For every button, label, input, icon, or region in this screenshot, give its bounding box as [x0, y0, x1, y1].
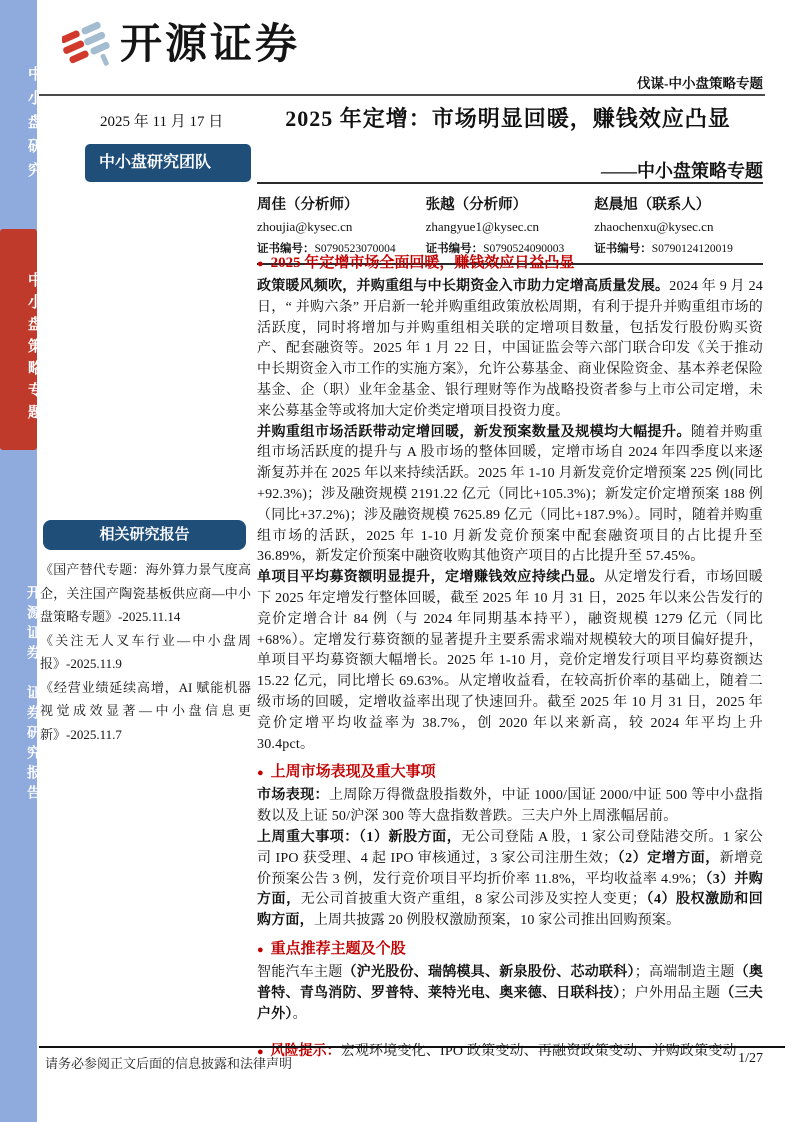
bullet-icon: ●	[257, 258, 264, 270]
analyst-email: zhoujia@kysec.cn	[257, 219, 353, 234]
section-heading-text: 重点推荐主题及个股	[270, 940, 406, 957]
report-body	[257, 246, 763, 1065]
risk-label: 风险提示：	[270, 1044, 341, 1060]
series-label: 伐谋-中小盘策略专题	[637, 76, 763, 91]
cert-number: S0790523070004	[314, 243, 396, 255]
footer-rule	[39, 1046, 785, 1048]
team-badge: 中小盘研究团队	[85, 144, 251, 182]
analyst-name: 周佳（分析师）	[257, 197, 359, 213]
footer-disclaimer: 请务必参阅正文后面的信息披露和法律声明	[45, 1056, 293, 1071]
bullet-icon: ●	[257, 943, 264, 956]
analyst-name: 赵晨旭（联系人）	[594, 197, 711, 213]
related-reports-list	[40, 558, 251, 746]
paragraph: 政策暖风频吹，并购重组与中长期资金入市助力定增高质量发展。2024 年 9 月 24 日，“ 并购六条” 开启新一轮并购重组政策放松周期，有利于提升并购重组市场的活跃度，同时将增加与并购重组相关联的定增项目数量，包括发行股份购买资产、配套融资等。2025 年 1 月 22 日，中国证监会等六部门联合印发《关于推动中长期资金入市工作的实施方案》，允许公募基金、商业保险资金、基本养老保险基金、企（职）业年金基金、银行理财等作为战略投资者参与上市公司定增，未来公募基金等或将加大定价类定增项目投资力度。	[257, 279, 763, 419]
rail-top-label: 中小盘研究	[26, 66, 43, 186]
header-rule	[39, 94, 765, 96]
paragraph: 智能汽车主题（沪光股份、瑞鹄模具、新泉股份、芯动联科）；高端制造主题（奥普特、青鸟消防、罗普特、莱特光电、奥来德、日联科技）；户外用品主题（三夫户外）。	[257, 964, 764, 1022]
section-heading-text: 2025 年定增市场全面回暖，赚钱效应日益凸显	[270, 255, 575, 271]
section-heading-3	[257, 937, 763, 963]
page-number: 1/27	[738, 1051, 763, 1066]
section-heading-text: 上周市场表现及重大事项	[270, 764, 436, 781]
cert-label: 证书编号：	[425, 243, 484, 255]
cert-number: S0790524090003	[483, 243, 565, 255]
cert-label: 证书编号：	[594, 243, 652, 255]
risk-text: 宏观环境变化、IPO 政策变动、再融资政策变动、并购政策变动	[340, 1044, 737, 1060]
related-reports-header: 相关研究报告	[43, 520, 246, 550]
bullet-icon: ●	[257, 1046, 264, 1059]
analyst-email: zhangyue1@kysec.cn	[425, 219, 540, 234]
brand-logo	[62, 16, 300, 72]
report-link[interactable]: 《关注无人叉车行业—中小盘周报》-2025.11.9	[40, 632, 251, 671]
rail-red-label: 中小盘策略专题	[26, 272, 43, 426]
left-rail	[0, 0, 43, 1122]
report-link[interactable]: 《国产替代专题：海外算力景气度高企，关注国产陶瓷基板供应商—中小盘策略专题》-2025.11.14	[40, 562, 251, 624]
kaiyuan-logo-icon	[62, 16, 110, 72]
report-link[interactable]: 《经营业绩延续高增，AI 赋能机器视觉成效显著—中小盘信息更新》-2025.11.7	[40, 679, 251, 742]
section-heading-2	[257, 760, 763, 786]
section-heading-1	[257, 251, 763, 277]
paragraph: 市场表现：上周除万得微盘股指数外，中证 1000/国证 2000/中证 500 等中小盘指数以及上证 50/沪深 300 等大盘指数普跌。三夫户外上周涨幅居前。	[257, 788, 764, 825]
rail-bottom-label: 开源证券 证券研究报告	[26, 585, 42, 805]
paragraph: 上周重大事项：（1）新股方面，无公司登陆 A 股，1 家公司登陆港交所。1 家公司 IPO 获受理、4 起 IPO 审核通过，3 家公司注册生效；（2）定增方面，新增竞价预案公告 3 例，发行竞价项目平均折价率 11.8%，平均收益率 4.9%；（3）并购方面，无公司首披重大资产重组，8 家公司涉及实控人变更；（4）股权激励和回购方面，上周共披露 20 例股权激励预案，10 家公司推出回购预案。	[257, 829, 764, 929]
risk-content	[271, 1041, 737, 1063]
analyst-email: zhaochenxu@kysec.cn	[594, 219, 714, 234]
report-subtitle: ——中小盘策略专题	[601, 161, 763, 181]
report-title: 2025 年定增：市场明显回暖，赚钱效应凸显	[285, 106, 731, 131]
paragraph: 并购重组市场活跃带动定增回暖，新发预案数量及规模均大幅提升。随着并购重组市场活跃度的提升与 A 股市场的整体回暖，定增市场自 2024 年四季度以来逐渐复苏并在 2025 年以来持续活跃。2025 年 1-10 月新发竞价定增预案 225 例(同比+92.3%)；涉及融资规模 2191.22 亿元（同比+105.3%)；新发定价定增预案 188 例（同比+37.2%)；涉及融资规模 7625.89 亿元（同比+187.9%）。同时，随着并购重组市场的活跃，2025 年 1-10 月新发竞价预案中配套融资项目的占比提升至 36.89%，新发定价预案中融资收购其他资产项目的占比提升至 57.45%。	[257, 424, 764, 565]
risk-warning	[257, 1040, 763, 1065]
cert-label: 证书编号：	[257, 243, 315, 255]
brand-name: 开源证券	[120, 20, 301, 67]
analyst-name: 张越（分析师）	[425, 197, 528, 213]
paragraph: 单项目平均募资额明显提升，定增赚钱效应持续凸显。从定增发行看，市场回暖下 2025 年定增发行整体回暖，截至 2025 年 10 月 31 日，2025 年以来公告发行的竞价定增合计 84 例（与 2024 年同期基本持平），融资规模 1279 亿元（同比+68%）。定增发行募资额的显著提升主要系需求端对规模较大的项目偏好提升，单项目平均募资额大幅增长。2025 年 1-10 月，竞价定增发行项目平均募资额达 15.22 亿元，同比增长 69.63%。从定增收益看，在较高折价率的基础上，随着二级市场的回暖，定增收益率出现了快速回升。截至 2025 年 10 月 31 日，2025 年竞价定增平均收益率为 38.7%，创 2020 年以来新高，较 2024 年平均上升 30.4pct。	[257, 570, 763, 752]
report-date: 2025 年 11 月 17 日	[100, 114, 224, 130]
rail-red-block	[0, 229, 43, 450]
bullet-icon: ●	[257, 767, 264, 780]
cert-number: S0790124120019	[651, 243, 733, 255]
